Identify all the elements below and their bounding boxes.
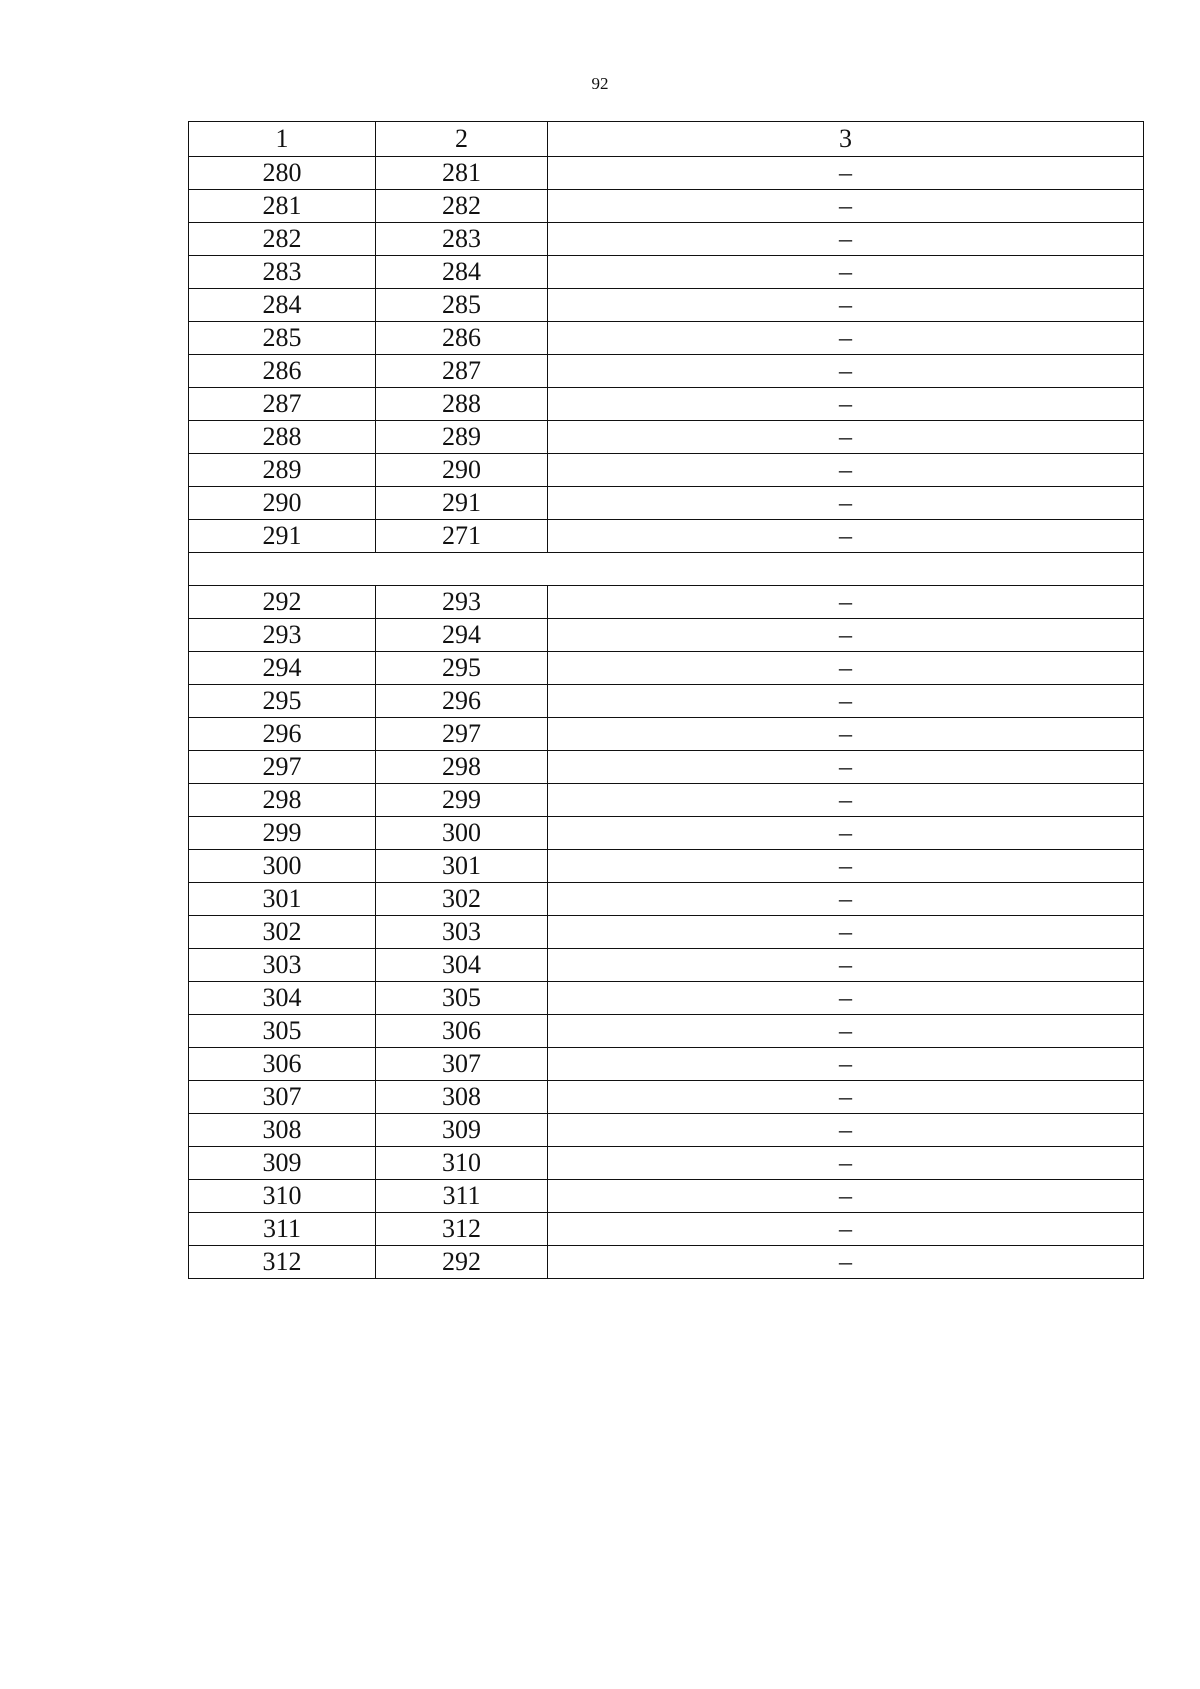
cell-from: 306 (189, 1048, 376, 1081)
cell-to: 308 (376, 1081, 548, 1114)
table-row (189, 982, 1144, 1015)
cell-from: 300 (189, 850, 376, 883)
cell-note: – (548, 1048, 1144, 1081)
cell-to: 311 (376, 1180, 548, 1213)
table-row (189, 619, 1144, 652)
cell-from: 285 (189, 322, 376, 355)
cell-from: 308 (189, 1114, 376, 1147)
data-table (188, 121, 1144, 1279)
separator-row (189, 553, 1144, 586)
table-row (189, 784, 1144, 817)
cell-from: 309 (189, 1147, 376, 1180)
cell-note: – (548, 421, 1144, 454)
cell-note: – (548, 685, 1144, 718)
cell-from: 286 (189, 355, 376, 388)
cell-note: – (548, 1246, 1144, 1279)
cell-to: 304 (376, 949, 548, 982)
cell-to: 310 (376, 1147, 548, 1180)
cell-note: – (548, 586, 1144, 619)
table-row (189, 1147, 1144, 1180)
table-row (189, 685, 1144, 718)
cell-note: – (548, 355, 1144, 388)
cell-to: 297 (376, 718, 548, 751)
cell-from: 302 (189, 916, 376, 949)
cell-from: 290 (189, 487, 376, 520)
cell-to: 292 (376, 1246, 548, 1279)
cell-to: 306 (376, 1015, 548, 1048)
cell-from: 284 (189, 289, 376, 322)
cell-to: 305 (376, 982, 548, 1015)
table-row (189, 883, 1144, 916)
table-row (189, 223, 1144, 256)
cell-note: – (548, 949, 1144, 982)
cell-from: 288 (189, 421, 376, 454)
table-row (189, 256, 1144, 289)
cell-to: 290 (376, 454, 548, 487)
cell-to: 295 (376, 652, 548, 685)
table-row (189, 190, 1144, 223)
cell-from: 289 (189, 454, 376, 487)
cell-to: 301 (376, 850, 548, 883)
cell-note: – (548, 157, 1144, 190)
cell-to: 309 (376, 1114, 548, 1147)
cell-note: – (548, 223, 1144, 256)
table-row (189, 157, 1144, 190)
cell-to: 289 (376, 421, 548, 454)
cell-from: 299 (189, 817, 376, 850)
cell-from: 303 (189, 949, 376, 982)
cell-note: – (548, 1114, 1144, 1147)
table-row (189, 817, 1144, 850)
data-table-container (188, 121, 1140, 1279)
page-number: 92 (591, 74, 609, 93)
cell-to: 287 (376, 355, 548, 388)
cell-from: 283 (189, 256, 376, 289)
cell-from: 311 (189, 1213, 376, 1246)
cell-note: – (548, 982, 1144, 1015)
cell-to: 283 (376, 223, 548, 256)
cell-to: 284 (376, 256, 548, 289)
cell-to: 296 (376, 685, 548, 718)
cell-note: – (548, 322, 1144, 355)
cell-from: 282 (189, 223, 376, 256)
table-header-row (189, 122, 1144, 157)
cell-from: 296 (189, 718, 376, 751)
cell-from: 295 (189, 685, 376, 718)
table-row (189, 1015, 1144, 1048)
cell-from: 287 (189, 388, 376, 421)
cell-to: 285 (376, 289, 548, 322)
cell-note: – (548, 190, 1144, 223)
table-row (189, 454, 1144, 487)
table-row (189, 1180, 1144, 1213)
table-row (189, 289, 1144, 322)
cell-note: – (548, 454, 1144, 487)
cell-from: 307 (189, 1081, 376, 1114)
cell-to: 282 (376, 190, 548, 223)
cell-to: 291 (376, 487, 548, 520)
cell-note: – (548, 256, 1144, 289)
cell-from: 281 (189, 190, 376, 223)
table-row (189, 322, 1144, 355)
cell-note: – (548, 1015, 1144, 1048)
cell-to: 294 (376, 619, 548, 652)
cell-from: 312 (189, 1246, 376, 1279)
separator-cell (189, 553, 1144, 586)
cell-note: – (548, 289, 1144, 322)
header-cell-2: 2 (376, 122, 548, 157)
cell-from: 304 (189, 982, 376, 1015)
cell-from: 310 (189, 1180, 376, 1213)
cell-note: – (548, 1213, 1144, 1246)
cell-note: – (548, 784, 1144, 817)
table-row (189, 1213, 1144, 1246)
cell-note: – (548, 652, 1144, 685)
table-row (189, 388, 1144, 421)
cell-note: – (548, 619, 1144, 652)
cell-to: 271 (376, 520, 548, 553)
cell-note: – (548, 751, 1144, 784)
cell-to: 286 (376, 322, 548, 355)
cell-note: – (548, 520, 1144, 553)
table-row (189, 718, 1144, 751)
cell-note: – (548, 487, 1144, 520)
table-row (189, 949, 1144, 982)
table-row (189, 1081, 1144, 1114)
cell-from: 301 (189, 883, 376, 916)
cell-from: 293 (189, 619, 376, 652)
cell-from: 292 (189, 586, 376, 619)
table-row (189, 1114, 1144, 1147)
table-row (189, 487, 1144, 520)
cell-note: – (548, 850, 1144, 883)
table-row (189, 421, 1144, 454)
cell-to: 312 (376, 1213, 548, 1246)
table-row (189, 1048, 1144, 1081)
cell-note: – (548, 718, 1144, 751)
cell-note: – (548, 1180, 1144, 1213)
cell-from: 298 (189, 784, 376, 817)
table-row (189, 652, 1144, 685)
cell-to: 281 (376, 157, 548, 190)
table-body (189, 122, 1144, 1279)
table-row (189, 586, 1144, 619)
cell-to: 298 (376, 751, 548, 784)
cell-from: 305 (189, 1015, 376, 1048)
cell-to: 302 (376, 883, 548, 916)
cell-to: 293 (376, 586, 548, 619)
cell-from: 291 (189, 520, 376, 553)
cell-note: – (548, 1147, 1144, 1180)
table-row (189, 355, 1144, 388)
table-row (189, 1246, 1144, 1279)
table-row (189, 751, 1144, 784)
table-row (189, 520, 1144, 553)
cell-to: 307 (376, 1048, 548, 1081)
cell-from: 280 (189, 157, 376, 190)
cell-note: – (548, 1081, 1144, 1114)
cell-to: 300 (376, 817, 548, 850)
cell-from: 297 (189, 751, 376, 784)
header-cell-1: 1 (189, 122, 376, 157)
header-cell-3: 3 (548, 122, 1144, 157)
table-row (189, 916, 1144, 949)
cell-note: – (548, 388, 1144, 421)
cell-note: – (548, 916, 1144, 949)
cell-note: – (548, 817, 1144, 850)
cell-to: 299 (376, 784, 548, 817)
table-row (189, 850, 1144, 883)
cell-note: – (548, 883, 1144, 916)
cell-from: 294 (189, 652, 376, 685)
cell-to: 303 (376, 916, 548, 949)
cell-to: 288 (376, 388, 548, 421)
